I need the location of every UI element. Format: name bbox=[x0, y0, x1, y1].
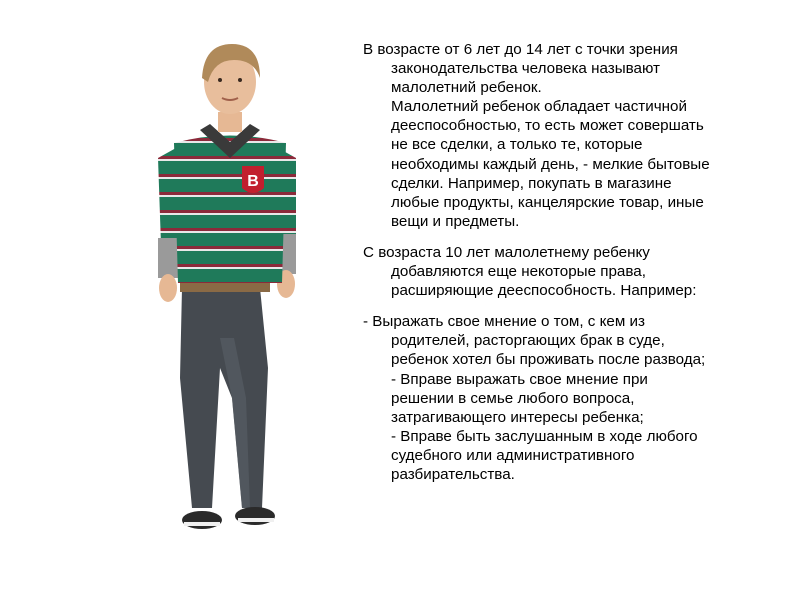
boy-illustration bbox=[150, 38, 310, 558]
shirt-badge-letter: B bbox=[247, 173, 259, 190]
slide-text bbox=[363, 40, 783, 496]
paragraph-age-10: С возраста 10 лет малолетнему ребенку добавляются еще некоторые права, расширяющие дееспособность. Например: bbox=[363, 243, 697, 300]
paragraph-rights-list: - Выражать свое мнение о том, с кем из родителей, расторгающих брак в суде, ребенок хотел бы проживать после развода; - Вправе выражать свое мнение при решении в семье любого вопроса, затрагивающего интересы ребенка; - Вправе быть заслушанным в ходе любого судебного или административного разбирательства. bbox=[363, 313, 706, 483]
boy-photo bbox=[150, 38, 310, 558]
paragraph-age-6-14: В возрасте от 6 лет до 14 лет с точки зрения законодательства человека называют малолетний ребенок. Малолетний ребенок обладает частичной дееспособностью, то есть может совершать не все сделки, а только те, которые необходимы каждый день, - мелкие бытовые сделки. Например, покупать в магазине любые продукты, канцелярские товар, иные вещи и предметы. bbox=[363, 41, 710, 230]
